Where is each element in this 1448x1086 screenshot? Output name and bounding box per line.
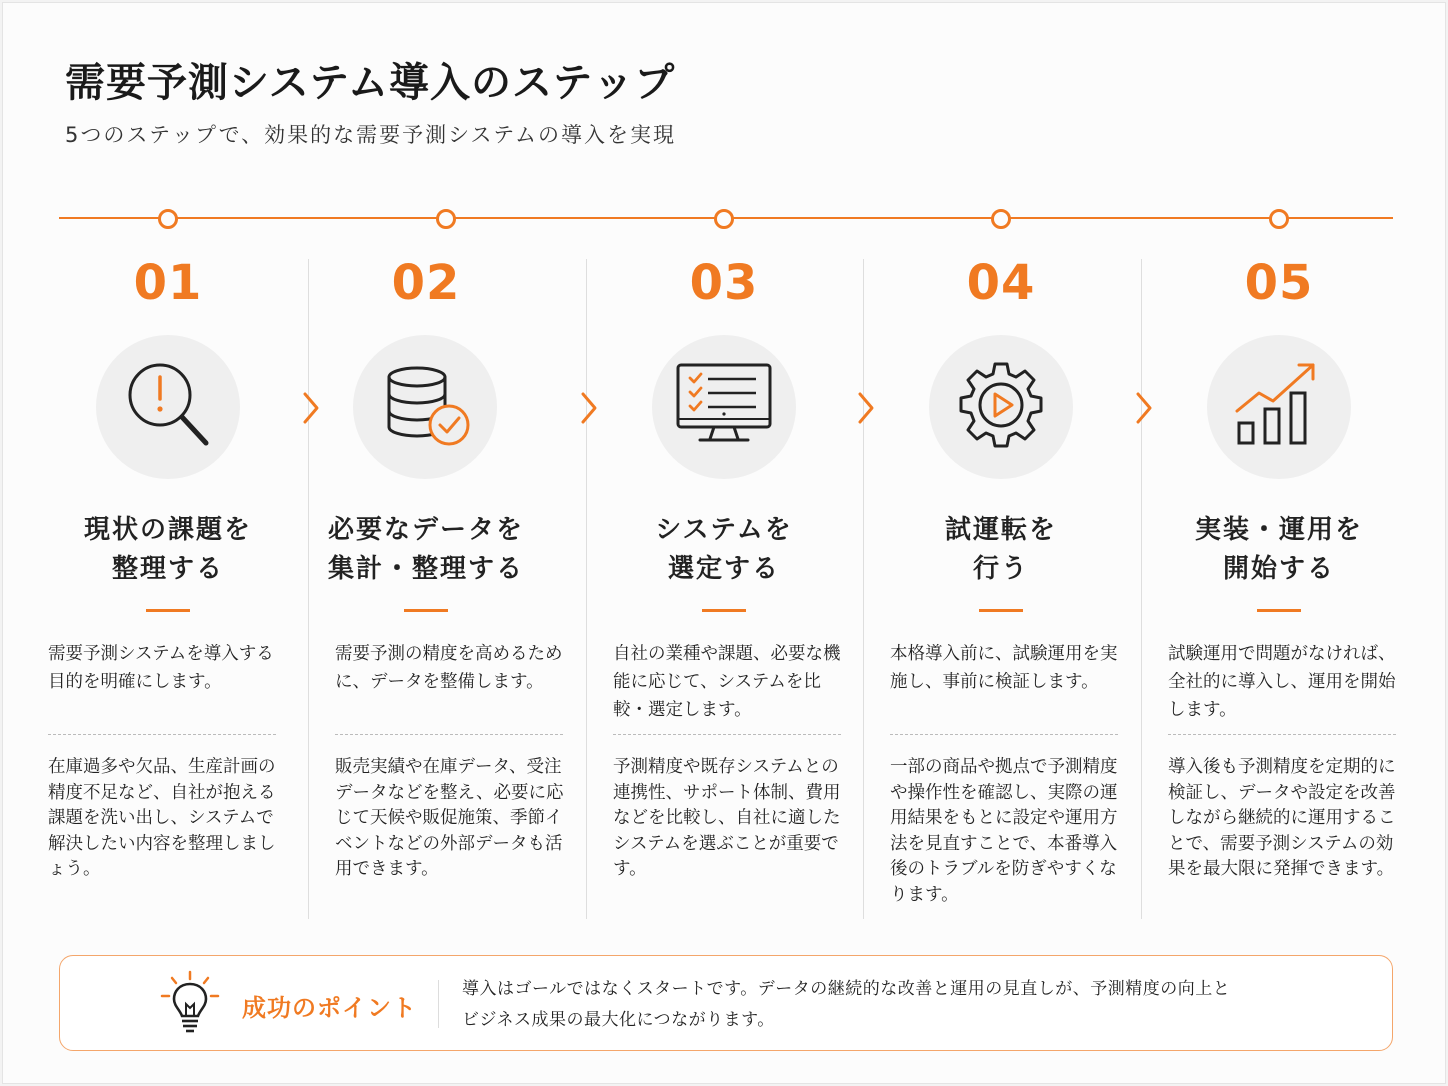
chevron-right-icon xyxy=(579,391,599,425)
step-title-line: 現状の課題を xyxy=(83,515,252,545)
step-title-line: 試運転を xyxy=(944,515,1057,545)
column-divider xyxy=(863,259,864,919)
step-detail: 導入後も予測精度を定期的に検証し、データや設定を改善しながら継続的に運用することで、需要予測システムの効果を最大限に発揮できます。 xyxy=(1168,757,1396,879)
dashed-divider xyxy=(1168,734,1396,735)
dashed-divider xyxy=(335,734,563,735)
page-title: 需要予測システム導入のステップ xyxy=(65,60,676,106)
dashed-divider xyxy=(613,734,841,735)
magnifier-alert-icon xyxy=(118,357,218,457)
step-3 xyxy=(604,253,844,883)
chevron-right-icon xyxy=(301,391,321,425)
dashed-divider xyxy=(890,734,1118,735)
vertical-separator xyxy=(438,980,439,1028)
success-point-line: ビジネス成果の最大化につながります。 xyxy=(462,1010,775,1030)
step-number: 05 xyxy=(1244,255,1314,311)
step-description: 試験運用で問題がなければ、全社的に導入し、運用を開始します。 xyxy=(1168,644,1396,720)
step-1 xyxy=(48,253,288,883)
step-number: 04 xyxy=(966,255,1036,311)
step-title-line: 集計・整理する xyxy=(327,554,524,584)
column-divider xyxy=(1141,259,1142,919)
step-detail: 在庫過多や欠品、生産計画の精度不足など、自社が抱える課題を洗い出し、システムで解決したい内容を整理しましょう。 xyxy=(48,757,276,879)
step-title xyxy=(881,511,1121,589)
infographic-page xyxy=(2,2,1446,1084)
timeline-dot-3 xyxy=(714,209,734,229)
step-icon-circle xyxy=(353,335,497,479)
success-point-box xyxy=(59,955,1393,1051)
step-description: 自社の業種や課題、必要な機能に応じて、システムを比較・選定します。 xyxy=(613,644,841,720)
monitor-checklist-icon xyxy=(674,357,774,457)
accent-bar xyxy=(702,609,746,612)
lightbulb-icon xyxy=(160,970,220,1036)
step-icon-circle xyxy=(1207,335,1351,479)
step-number: 02 xyxy=(391,255,461,311)
page-subtitle: 5つのステップで、効果的な需要予測システムの導入を実現 xyxy=(65,123,677,147)
step-title xyxy=(306,511,546,589)
step-title xyxy=(604,511,844,589)
accent-bar xyxy=(146,609,190,612)
step-description: 本格導入前に、試験運用を実施し、事前に検証します。 xyxy=(890,644,1118,692)
growth-chart-icon xyxy=(1229,357,1329,457)
chevron-right-icon xyxy=(1134,391,1154,425)
step-title xyxy=(1159,511,1399,589)
step-number: 01 xyxy=(133,255,203,311)
step-detail: 販売実績や在庫データ、受注データなどを整え、必要に応じて天候や販促施策、季節イベントなどの外部データも活用できます。 xyxy=(335,757,564,879)
step-description: 需要予測システムを導入する目的を明確にします。 xyxy=(48,644,274,692)
step-detail: 一部の商品や拠点で予測精度や操作性を確認し、実際の運用結果をもとに設定や運用方法を見直すことで、本番導入後のトラブルを防ぎやすくなります。 xyxy=(890,757,1118,905)
column-divider xyxy=(308,259,309,919)
step-5 xyxy=(1159,253,1399,883)
step-icon-circle xyxy=(96,335,240,479)
chevron-right-icon xyxy=(856,391,876,425)
step-title-line: 整理する xyxy=(111,554,224,584)
database-check-icon xyxy=(375,357,475,457)
dashed-divider xyxy=(48,734,276,735)
success-point-label: 成功のポイント xyxy=(242,994,417,1022)
step-title xyxy=(48,511,288,589)
success-point-line: 導入はゴールではなくスタートです。データの継続的な改善と運用の見直しが、予測精度の向上と xyxy=(462,979,1231,999)
step-title-line: 行う xyxy=(972,554,1029,584)
step-title-line: 選定する xyxy=(667,554,780,584)
step-title-line: 必要なデータを xyxy=(327,515,524,545)
timeline-dot-4 xyxy=(991,209,1011,229)
gear-play-icon xyxy=(951,357,1051,457)
step-detail: 予測精度や既存システムとの連携性、サポート体制、費用などを比較し、自社に適したシステムを選ぶことが重要です。 xyxy=(613,757,841,879)
success-point-text xyxy=(462,974,1362,1036)
column-divider xyxy=(586,259,587,919)
step-icon-circle xyxy=(652,335,796,479)
timeline-dot-2 xyxy=(436,209,456,229)
step-title-line: 実装・運用を xyxy=(1194,515,1363,545)
step-title-line: 開始する xyxy=(1222,554,1335,584)
accent-bar xyxy=(404,609,448,612)
accent-bar xyxy=(979,609,1023,612)
step-description: 需要予測の精度を高めるために、データを整備します。 xyxy=(335,644,563,692)
step-title-line: システムを xyxy=(655,515,793,545)
step-icon-circle xyxy=(929,335,1073,479)
step-2 xyxy=(326,253,566,883)
step-4 xyxy=(881,253,1121,908)
step-number: 03 xyxy=(689,255,759,311)
timeline-dot-1 xyxy=(158,209,178,229)
timeline-dot-5 xyxy=(1269,209,1289,229)
accent-bar xyxy=(1257,609,1301,612)
